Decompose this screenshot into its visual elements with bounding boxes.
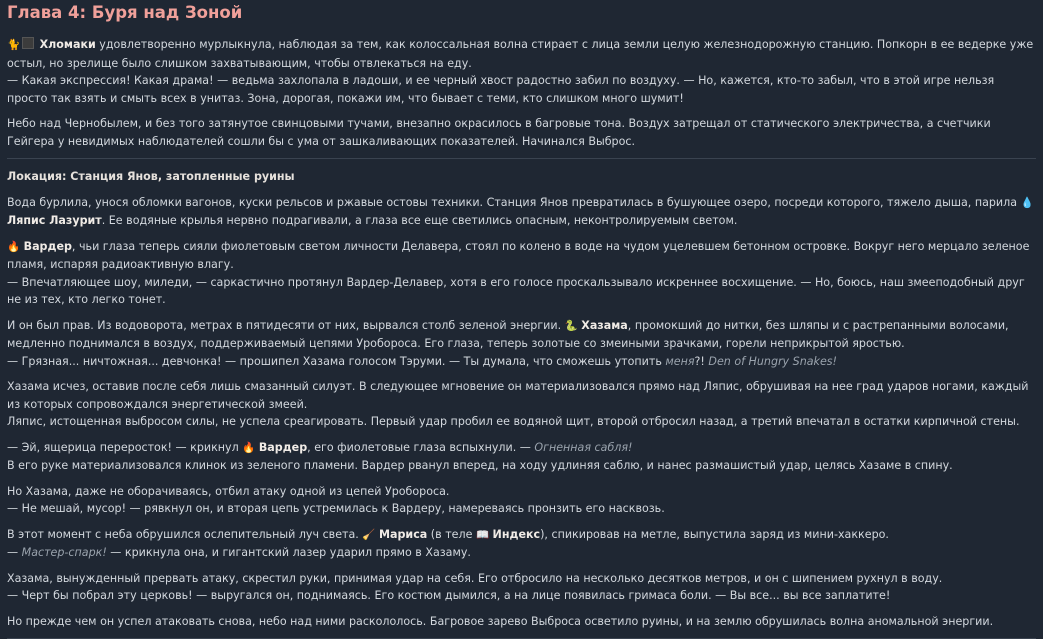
chapter-title: Глава 4: Буря над Зоной — [7, 3, 243, 22]
fire-icon: 🔥 — [7, 240, 21, 253]
paragraph-2: Небо над Чернобылем, и без того затянутое свинцовыми тучами, внезапно окрасилось в багровые тона. Воздух затрещал от статического электричества, а счетчики Гейгера у невидимых наблюдателей сошли бы с ума от зашкаливающих показателей. Начинался Выброс. — [7, 117, 991, 148]
paragraph-4: 🔥 Вардер, чьи глаза теперь сияли фиолетовым светом личности Делавера, стоял по колено в воде на чудом уцелевшем бетонном островке. Вокруг него мерцало зеленое пламя, испаряя радиоактивную влагу. — Впечатляющее шоу, миледи, — саркастично протянул Вардер-Делавер, хотя в его голосе проскальзывало искреннее восхищение. — Но, боюсь, наш змееподобный друг не из тех, кто легко тонет. — [7, 239, 1030, 306]
paragraph-11: Но прежде чем он успел атаковать снова, небо над ними раскололось. Багровое зарево Выброса осветило руины, и на землю обрушилась волна аномальной энергии. — [7, 614, 994, 628]
droplet-icon: 💧 — [1020, 196, 1034, 209]
character-name: Вардер — [258, 440, 308, 454]
paragraph-8: Но Хазама, даже не оборачиваясь, отбил атаку одной из цепей Уробороса. — Не мешай, мусор! — рявкнул он, и вторая цепь устремилась к Вардеру, намереваясь пронзить его насквозь. — [7, 484, 665, 515]
book-icon: 📖 — [475, 528, 490, 541]
divider — [7, 158, 1036, 159]
character-name: Вардер — [23, 239, 72, 253]
character-name: Хломаки — [39, 38, 96, 51]
paragraph-3: Вода бурлила, унося обломки вагонов, куски рельсов и ржавые остовы техники. Станция Янов превратилась в бушующее озеро, посреди которого, тяжело дыша, парила 💧 Ляпис Лазурит. Ее водяные крылья нервно подрагивали, а глаза все еще светились опасным, неконтролируемым светом. — [7, 195, 1034, 227]
fire-icon: 🔥 — [242, 441, 256, 454]
character-name: Индекс — [492, 527, 541, 541]
paragraph-9: В этот момент с неба обрушился ослепительный луч света. 🧹 Мариса (в теле 📖 Индекс), спикировав на метле, выпустила заряд из мини-хаккеро. — Мастер-спарк! — крикнула она, и гигантский лазер ударил прямо в Хазаму. — [7, 527, 889, 559]
paragraph-5: И он был прав. Из водоворота, метрах в пятидесяти от них, вырвался столб зеленой энергии. 🐍 Хазама, промокший до нитки, без шляпы и с растрепанными волосами, медленно поднимался в воздух, поддерживаемый цепями Уробороса. Его глаза, теперь золотые со змеиными зрачками, горели неприкрытой яростью. — Грязная... ничтожная... девчонка! — прошипел Хазама голосом Тэруми. — Ты думала, что сможешь утопить меня?! Den of Hungry Snakes! — [7, 318, 1009, 368]
broom-icon: 🧹 — [362, 528, 376, 541]
black-square-icon — [22, 37, 34, 49]
cat-icon: 🐈 — [7, 39, 21, 51]
location-heading: Локация: Станция Янов, затопленные руины — [7, 170, 295, 183]
paragraph-6: Хазама исчез, оставив после себя лишь смазанный силуэт. В следующее мгновение он материализовался прямо над Ляпис, обрушивая на нее град ударов ногами, каждый из которых сопровождался энергетической змеей. Ляпис, истощенная выбросом силы, не успела среагировать. Первый удар пробил ее водяной щит, второй отбросил назад, а третий впечатал в остатки кирпичной стены. — [7, 380, 1029, 428]
character-name: Мариса — [378, 527, 428, 541]
character-name: Хазама — [581, 318, 628, 332]
snake-icon: 🐍 — [564, 319, 578, 332]
character-name: Ляпис Лазурит — [7, 214, 102, 227]
paragraph-10: Хазама, вынужденный прервать атаку, скрестил руки, принимая удар на себя. Его отбросило на несколько десятков метров, и он с шипением рухнул в воду. — Черт бы побрал эту церковь! — выругался он, поднимаясь. Его костюм дымился, а на лице появилась гримаса боли. — Вы все... вы все заплатите! — [7, 571, 943, 602]
paragraph-1: 🐈 Хломаки удовлетворенно мурлыкнула, наблюдая за тем, как колоссальная волна стирает с лица земли целую железнодорожную станцию. Попкорн в ее ведерке уже остыл, но зрелище было слишком захватывающим, чтобы отвлекаться на еду. — Какая экспрессия! Какая драма! — ведьма захлопала в ладоши, и ее черный хвост радостно забил по воздуху. — Но, кажется, кто-то забыл, что в этой игре нельзя просто так взять и смыть всех в унитаз. Зона, дорогая, покажи им, что бывает с теми, кто слишком много шумит! — [7, 38, 1034, 105]
paragraph-7: — Эй, ящерица переросток! — крикнул 🔥 Вардер, его фиолетовые глаза вспыхнули. — Огненная сабля! В его руке материализовался клинок из зеленого пламени. Вардер рванул вперед, на ходу удлиняя саблю, и нанес размашистый удар, целясь Хазаме в спину. — [7, 440, 953, 472]
